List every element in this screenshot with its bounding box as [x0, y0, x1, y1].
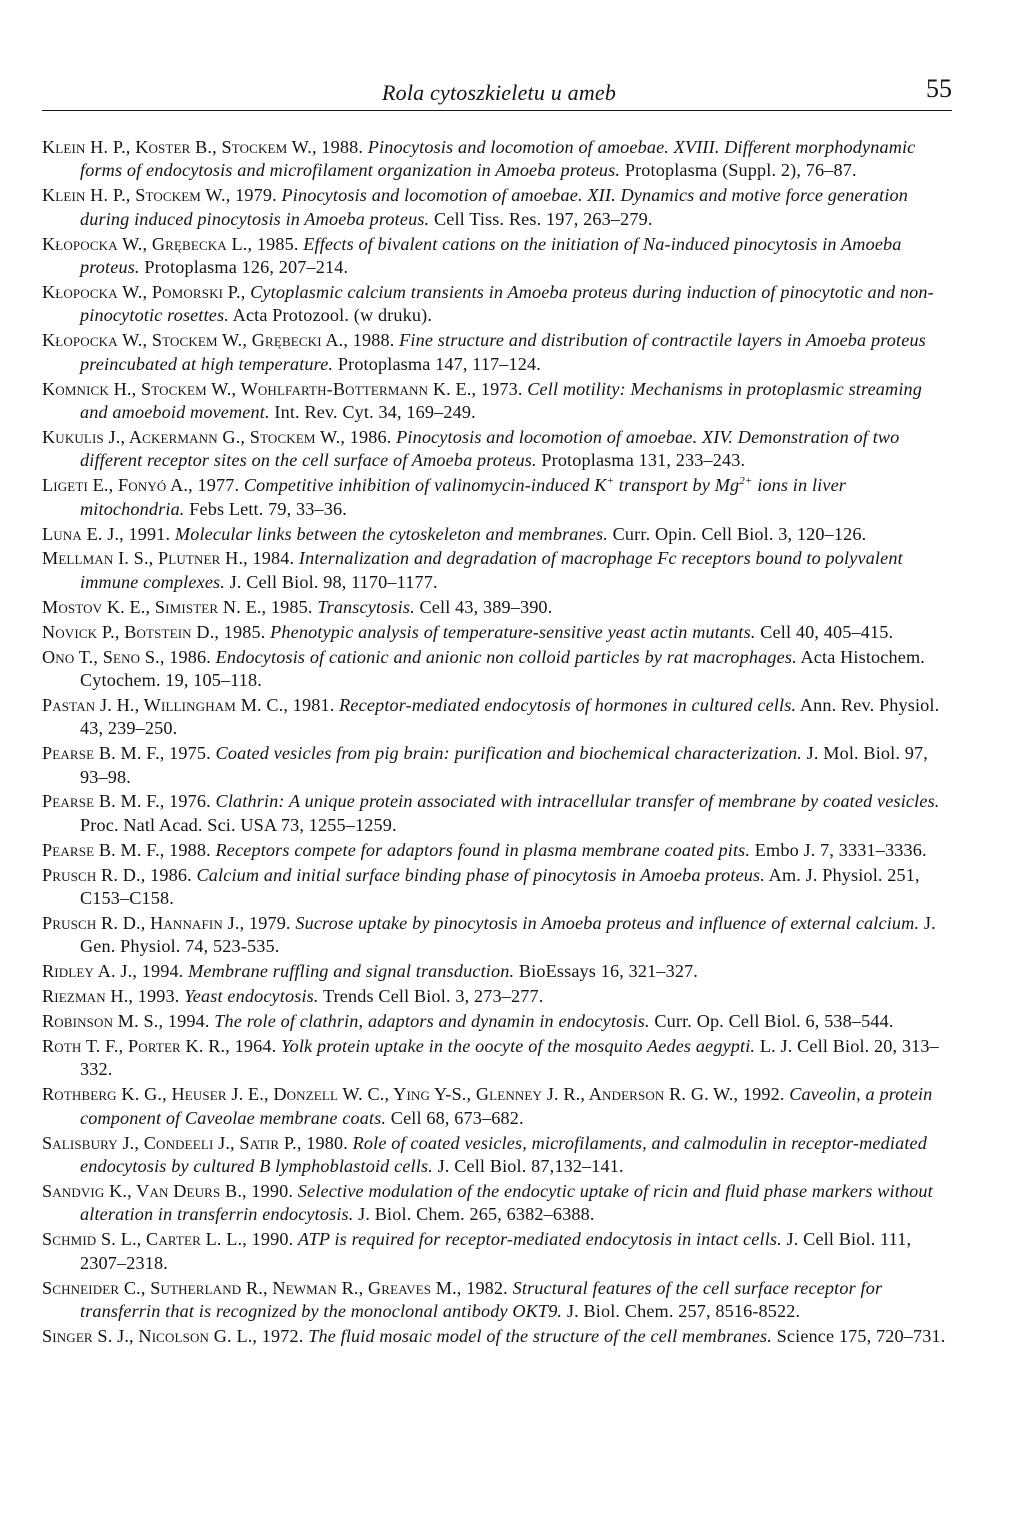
reference-title: Role of coated vesicles, microfilaments, and calmodulin in receptor-mediated endocytosis by cultured B lymphoblastoid cells.	[80, 1132, 927, 1177]
reference-entry	[42, 136, 954, 183]
reference-entry	[42, 742, 954, 789]
reference-source: Embo J. 7, 3331–3336.	[754, 839, 927, 860]
reference-list	[42, 136, 954, 1350]
reference-entry	[42, 1325, 954, 1348]
reference-source: J. Biol. Chem. 257, 8516-8522.	[566, 1301, 801, 1321]
reference-title: Transcytosis.	[317, 596, 415, 617]
reference-entry	[42, 960, 954, 983]
reference-title: Cytoplasmic calcium transients in Amoeba proteus during induction of pinocytotic and non-pinocytotic rosettes.	[80, 281, 934, 326]
reference-authors: Sandvig K., Van Deurs B., 1990.	[42, 1180, 294, 1201]
reference-entry	[42, 839, 954, 862]
reference-authors: Ridley A. J., 1994.	[42, 961, 184, 982]
reference-entry	[42, 523, 954, 546]
reference-authors: Salisbury J., Condeeli J., Satir P., 1980.	[42, 1132, 348, 1153]
reference-title: Clathrin: A unique protein associated with intracellular transfer of membrane by coated vesicles.	[215, 791, 940, 812]
reference-authors: Robinson M. S., 1994.	[42, 1011, 210, 1032]
reference-entry	[42, 1132, 954, 1179]
reference-entry	[42, 1277, 954, 1324]
reference-entry	[42, 1228, 954, 1275]
reference-authors: Pearse B. M. F., 1975.	[42, 743, 211, 764]
reference-entry	[42, 378, 954, 425]
reference-source: Acta Protozool. (w druku).	[232, 305, 433, 326]
reference-title: Pinocytosis and locomotion of amoebae. XIV. Demonstration of two different receptor sites on the cell surface of Amoeba proteus.	[80, 426, 900, 471]
reference-title: Caveolin, a protein component of Caveolae membrane coats.	[80, 1084, 933, 1128]
reference-title: ATP is required for receptor-mediated endocytosis in intact cells.	[298, 1229, 782, 1250]
reference-source: Protoplasma 147, 117–124.	[337, 353, 541, 374]
reference-title: Internalization and degradation of macrophage Fc receptors bound to polyvalent immune complexes.	[80, 548, 903, 592]
reference-authors: Klein H. P., Stockem W., 1979.	[42, 185, 277, 206]
reference-entry	[42, 547, 954, 594]
reference-entry	[42, 1083, 954, 1130]
reference-entry	[42, 790, 954, 837]
reference-source: Cell Tiss. Res. 197, 263–279.	[433, 208, 653, 229]
reference-authors: Pearse B. M. F., 1988.	[42, 839, 211, 860]
reference-authors: Komnick H., Stockem W., Wohlfarth-Bottermann K. E., 1973.	[42, 378, 523, 399]
reference-source: Protoplasma 126, 207–214.	[144, 257, 349, 278]
reference-entry	[42, 912, 954, 959]
reference-source: Am. J. Physiol. 251, C153–C158.	[80, 864, 920, 909]
reference-title: The role of clathrin, adaptors and dynamin in endocytosis.	[214, 1011, 650, 1032]
reference-entry	[42, 694, 954, 741]
reference-entry	[42, 646, 954, 693]
reference-title: Effects of bivalent cations on the initiation of Na-induced pinocytosis in Amoeba proteus.	[80, 233, 902, 278]
superscript: +	[606, 475, 615, 488]
reference-authors: Klein H. P., Koster B., Stockem W., 1988.	[42, 137, 364, 157]
reference-source: J. Mol. Biol. 97, 93–98.	[80, 743, 928, 787]
reference-source: J. Biol. Chem. 265, 6382–6388.	[358, 1204, 595, 1225]
reference-source: J. Cell Biol. 98, 1170–1177.	[229, 571, 438, 592]
reference-source: Acta Histochem. Cytochem. 19, 105–118.	[80, 646, 925, 690]
reference-entry	[42, 184, 954, 231]
reference-source: Cell 68, 673–682.	[390, 1107, 524, 1128]
reference-entry	[42, 596, 954, 619]
reference-title: Pinocytosis and locomotion of amoebae. XII. Dynamics and motive force generation during induced pinocytosis in Amoeba proteus.	[80, 185, 909, 229]
reference-authors: Mellman I. S., Plutner H., 1984.	[42, 548, 295, 569]
reference-authors: Prusch R. D., 1986.	[42, 864, 192, 885]
reference-source: Cell 40, 405–415.	[760, 621, 894, 642]
reference-entry	[42, 621, 954, 644]
reference-entry	[42, 233, 954, 280]
reference-source: J. Gen. Physiol. 74, 523-535.	[80, 913, 936, 957]
reference-authors: Kłopocka W., Pomorski P.,	[42, 281, 246, 302]
superscript: 2+	[739, 475, 753, 488]
reference-title: Yolk protein uptake in the oocyte of the mosquito Aedes aegypti.	[281, 1036, 756, 1057]
reference-source: Proc. Natl Acad. Sci. USA 73, 1255–1259.	[80, 814, 397, 835]
reference-authors: Mostov K. E., Simister N. E., 1985.	[42, 596, 313, 617]
reference-title: The fluid mosaic model of the structure of the cell membranes.	[308, 1325, 772, 1346]
reference-source: Curr. Opin. Cell Biol. 3, 120–126.	[612, 523, 867, 544]
reference-title: Cell motility: Mechanisms in protoplasmic streaming and amoeboid movement.	[80, 378, 923, 422]
reference-authors: Kłopocka W., Grębecka L., 1985.	[42, 233, 299, 254]
reference-source: Febs Lett. 79, 33–36.	[189, 498, 347, 519]
reference-entry	[42, 426, 954, 473]
reference-source: J. Cell Biol. 87,132–141.	[437, 1156, 624, 1177]
reference-entry	[42, 329, 954, 376]
reference-title: Molecular links between the cytoskeleton and membranes.	[174, 523, 608, 544]
reference-title: Membrane ruffling and signal transduction.	[188, 961, 515, 982]
title-segment: ions in liver mitochondria.	[80, 475, 847, 519]
reference-authors: Schneider C., Sutherland R., Newman R., Greaves M., 1982.	[42, 1277, 508, 1298]
reference-authors: Ligeti E., Fonyó A., 1977.	[42, 475, 240, 496]
page-number: 55	[926, 74, 952, 103]
reference-authors: Riezman H., 1993.	[42, 986, 180, 1007]
reference-title: Structural features of the cell surface receptor for transferrin that is recognized by the monoclonal antibody OKT9.	[80, 1277, 883, 1321]
reference-title: Yeast endocytosis.	[184, 986, 319, 1007]
reference-source: L. J. Cell Biol. 20, 313–332.	[80, 1036, 939, 1080]
reference-authors: Roth T. F., Porter K. R., 1964.	[42, 1036, 277, 1057]
reference-title: Fine structure and distribution of contractile layers in Amoeba proteus preincubated at high temperature.	[80, 330, 926, 374]
reference-title: Phenotypic analysis of temperature-sensitive yeast actin mutants.	[270, 621, 756, 642]
reference-source: J. Cell Biol. 111, 2307–2318.	[80, 1229, 912, 1273]
reference-authors: Schmid S. L., Carter L. L., 1990.	[42, 1229, 294, 1250]
reference-source: Science 175, 720–731.	[776, 1325, 946, 1346]
reference-authors: Pastan J. H., Willingham M. C., 1981.	[42, 694, 335, 715]
reference-source: Curr. Op. Cell Biol. 6, 538–544.	[654, 1011, 894, 1032]
reference-source: Int. Rev. Cyt. 34, 169–249.	[274, 401, 476, 422]
title-segment: transport by Mg	[614, 475, 740, 496]
title-segment: Competitive inhibition of valinomycin-induced K	[243, 475, 607, 496]
reference-title: Coated vesicles from pig brain: purification and biochemical characterization.	[215, 743, 802, 764]
running-header	[42, 76, 952, 111]
reference-authors: Kukulis J., Ackermann G., Stockem W., 1986.	[42, 426, 392, 447]
reference-source: Trends Cell Biol. 3, 273–277.	[322, 986, 544, 1007]
reference-entry	[42, 1180, 954, 1227]
reference-title: Sucrose uptake by pinocytosis in Amoeba proteus and influence of external calcium.	[295, 913, 920, 933]
running-title: Rola cytoszkieletu u ameb	[382, 80, 617, 105]
reference-entry	[42, 1035, 954, 1082]
reference-authors: Ono T., Seno S., 1986.	[42, 646, 211, 667]
reference-authors: Luna E. J., 1991.	[42, 523, 171, 544]
reference-entry	[42, 1010, 954, 1033]
reference-authors: Kłopocka W., Stockem W., Grębecki A., 1988.	[42, 330, 395, 351]
reference-title: Receptors compete for adaptors found in plasma membrane coated pits.	[215, 839, 751, 860]
reference-title: Receptor-mediated endocytosis of hormones in cultured cells.	[339, 694, 797, 715]
reference-authors: Rothberg K. G., Heuser J. E., Donzell W. C., Ying Y-S., Glenney J. R., Anderson R. G. W., 1992.	[42, 1084, 785, 1105]
reference-title: Pinocytosis and locomotion of amoebae. XVIII. Different morphodynamic forms of endocytosis and microfilament organization in Amoeba proteus.	[80, 137, 916, 181]
reference-title: Calcium and initial surface binding phase of pinocytosis in Amoeba proteus.	[196, 864, 765, 885]
reference-title: Selective modulation of the endocytic uptake of ricin and fluid phase markers without alteration in transferrin endocytosis.	[80, 1180, 933, 1225]
reference-entry	[42, 281, 954, 328]
reference-authors: Novick P., Botstein D., 1985.	[42, 621, 266, 642]
reference-source: Protoplasma 131, 233–243.	[541, 450, 746, 471]
reference-authors: Pearse B. M. F., 1976.	[42, 791, 211, 812]
reference-authors: Prusch R. D., Hannafin J., 1979.	[42, 913, 291, 933]
reference-source: Ann. Rev. Physiol. 43, 239–250.	[80, 694, 940, 739]
reference-entry	[42, 864, 954, 911]
reference-source: BioEssays 16, 321–327.	[518, 961, 699, 982]
reference-title: Endocytosis of cationic and anionic non colloid particles by rat macrophages.	[215, 646, 797, 667]
reference-entry	[42, 985, 954, 1008]
reference-source: Cell 43, 389–390.	[419, 596, 553, 617]
reference-source: Protoplasma (Suppl. 2), 76–87.	[624, 160, 857, 181]
reference-authors: Singer S. J., Nicolson G. L., 1972.	[42, 1325, 304, 1346]
reference-entry	[42, 474, 954, 521]
